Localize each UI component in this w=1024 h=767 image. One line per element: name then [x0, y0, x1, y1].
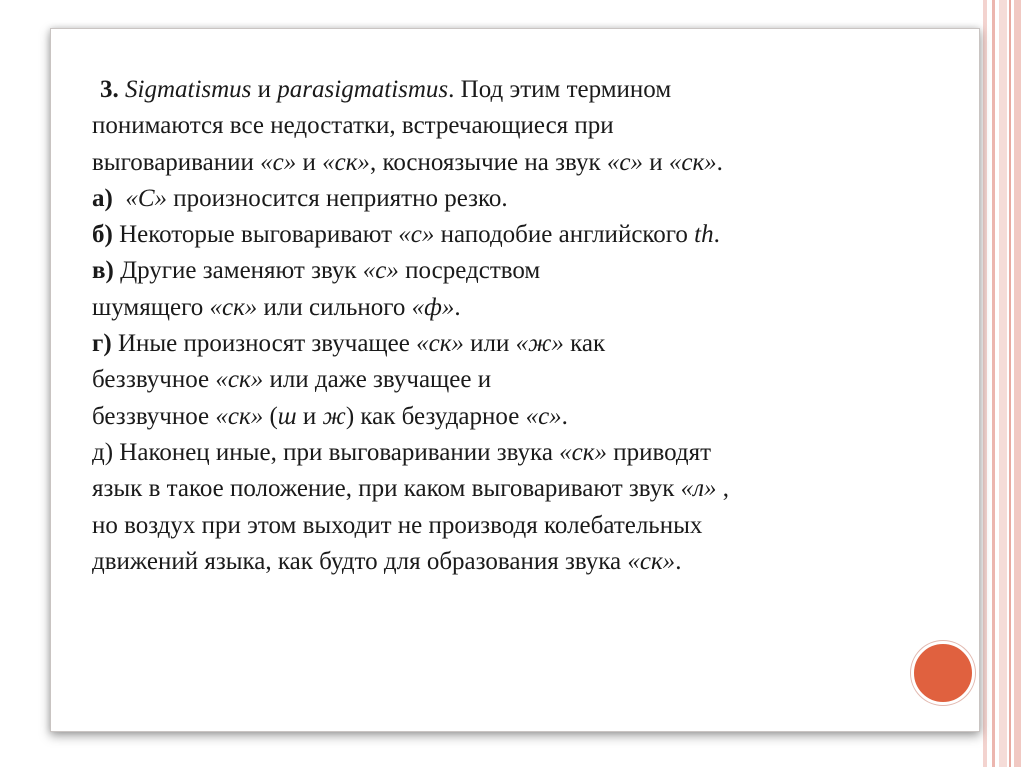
- decorative-circle: [911, 641, 975, 705]
- intro-line: понимаются все недостатки, встречающиеся при: [92, 112, 614, 140]
- list-marker: б): [92, 221, 113, 249]
- list-marker: г): [92, 330, 112, 358]
- list-item-a: а) «С» произносится неприятно резко.: [92, 184, 508, 212]
- heading-line: 3. Sigmatismus и parasigmatismus. Под этим термином: [100, 76, 672, 103]
- decorative-stripe: [999, 0, 1007, 767]
- decorative-stripe: [1014, 0, 1021, 767]
- list-item-d-cont: язык в такое положение, при каком выговаривают звук «л» ,: [92, 475, 730, 503]
- decorative-stripe: [992, 0, 995, 767]
- term-sigmatismus: Sigmatismus: [125, 76, 252, 103]
- decorative-stripe: [1009, 0, 1011, 767]
- slide-body: [92, 72, 932, 580]
- list-item-v: в) Другие заменяют звук «с» посредством: [92, 257, 541, 285]
- list-item-v-cont: шумящего «ск» или сильного «ф».: [92, 293, 461, 321]
- list-item-b: б) Некоторые выговаривают «с» наподобие английского th.: [92, 221, 720, 249]
- list-item-g-cont: беззвучное «ск» или даже звучащее и: [92, 366, 492, 394]
- section-number: 3.: [100, 76, 119, 103]
- list-item-d-cont: но воздух при этом выходит не производя колебательных: [92, 511, 703, 539]
- list-item-d-cont: движений языка, как будто для образования звука «ск».: [92, 547, 682, 575]
- term-parasigmatismus: parasigmatismus: [277, 76, 449, 103]
- decorative-stripe: [983, 0, 987, 767]
- list-item-g-cont: беззвучное «ск» (ш и ж) как безударное «с».: [92, 402, 568, 430]
- list-marker: а): [92, 184, 113, 212]
- list-item-d: д) Наконец иные, при выговаривании звука «ск» приводят: [92, 438, 712, 466]
- list-marker: в): [92, 257, 114, 285]
- list-item-g: г) Иные произносят звучащее «ск» или «ж» как: [92, 330, 606, 358]
- intro-line: выговаривании «с» и «ск», косноязычие на звук «с» и «ск».: [92, 148, 723, 176]
